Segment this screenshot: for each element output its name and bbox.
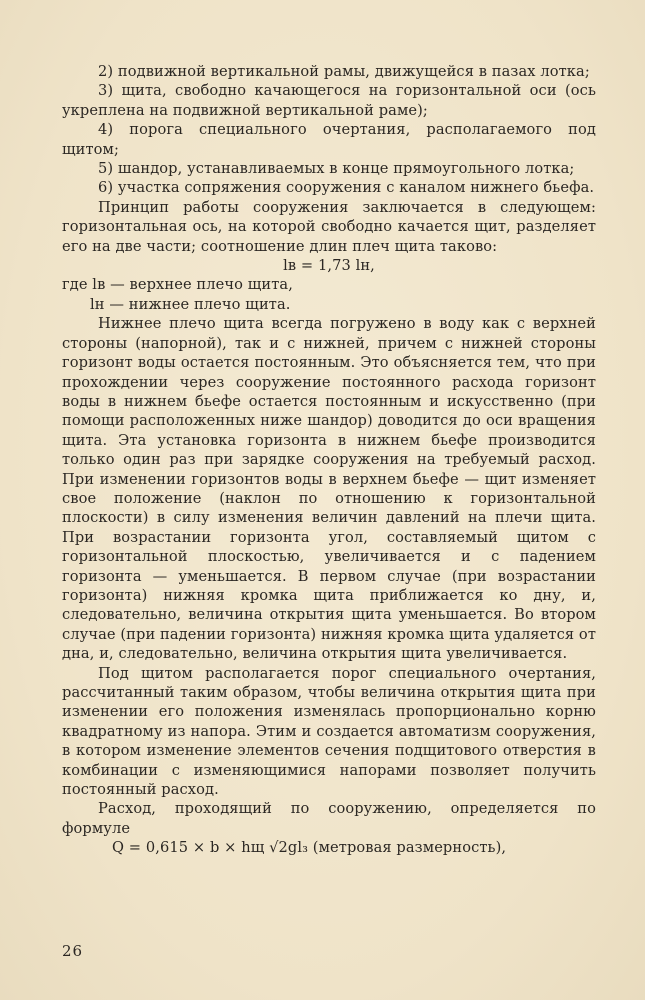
page-body-text — [62, 62, 596, 858]
flow-formula: Q = 0,615 × b × hщ √2gl₃ (метровая размерность), — [112, 839, 507, 857]
flow-paragraph: Расход, проходящий по сооружению, определяется по формуле — [62, 800, 596, 837]
list-item-2: 2) подвижной вертикальной рамы, движущейся в пазах лотка; — [98, 63, 590, 80]
list-item-4: 4) порога специального очертания, располагаемого под щитом; — [62, 121, 596, 158]
list-item-6: 6) участка сопряжения сооружения с каналом нижнего бьефа. — [98, 179, 595, 197]
ratio-formula: lв = 1,73 lн, — [283, 257, 375, 275]
list-item-3: 3) щита, свободно качающегося на горизонтальной оси (ось укреплена на подвижной вертикальной раме); — [62, 82, 596, 119]
page-number: 26 — [62, 942, 84, 960]
list-item-5: 5) шандор, устанавливаемых в конце прямоугольного лотка; — [98, 160, 575, 178]
where-line-lower-arm: lн — нижнее плечо щита. — [90, 295, 291, 313]
lower-arm-paragraph: Нижнее плечо щита всегда погружено в воду как с верхней стороны (напорной), так и с нижней, причем с нижней стороны горизонт воды остается постоянным. Это объясняется тем, что при прохождении через сооружение постоянного расхода горизонт воды в нижнем бьефе остается постоянным и искусственно (при помощи расположенных ниже шандор) доводится до оси вращения щита. Эта установка горизонта в нижнем бьефе производится только один раз при зарядке сооружения на требуемый расход. При изменении горизонтов воды в верхнем бьефе — щит изменяет свое положение (наклон по отношению к горизонтальной плоскости) в силу изменения величин давлений на плечи щита. При возрастании горизонта угол, составляемый щитом с горизонтальной плоскостью, увеличивается и с падением горизонта — уменьшается. В первом случае (при возрастании горизонта) нижняя кромка щита приближается ко дну, и, следовательно, величина открытия щита уменьшается. Во втором случае (при падении горизонта) нижняя кромка щита удаляется от дна, и, следовательно, величина открытия щита увеличивается. — [62, 315, 596, 663]
principle-paragraph: Принцип работы сооружения заключается в следующем: горизонтальная ось, на которой свободно качается щит, разделяет его на две части; соотношение длин плеч щита таково: — [62, 198, 596, 255]
where-line-upper-arm: где lв — верхнее плечо щита, — [62, 276, 293, 294]
threshold-paragraph: Под щитом располагается порог специального очертания, рассчитанный таким образом, чтобы величина открытия щита при изменении его положения изменялась пропорционально корню квадратному из напора. Этим и создается автоматизм сооружения, в котором изменение элементов сечения подщитового отверстия в комбинации с изменяющимися напорами позволяет получить постоянный расход. — [62, 664, 596, 799]
